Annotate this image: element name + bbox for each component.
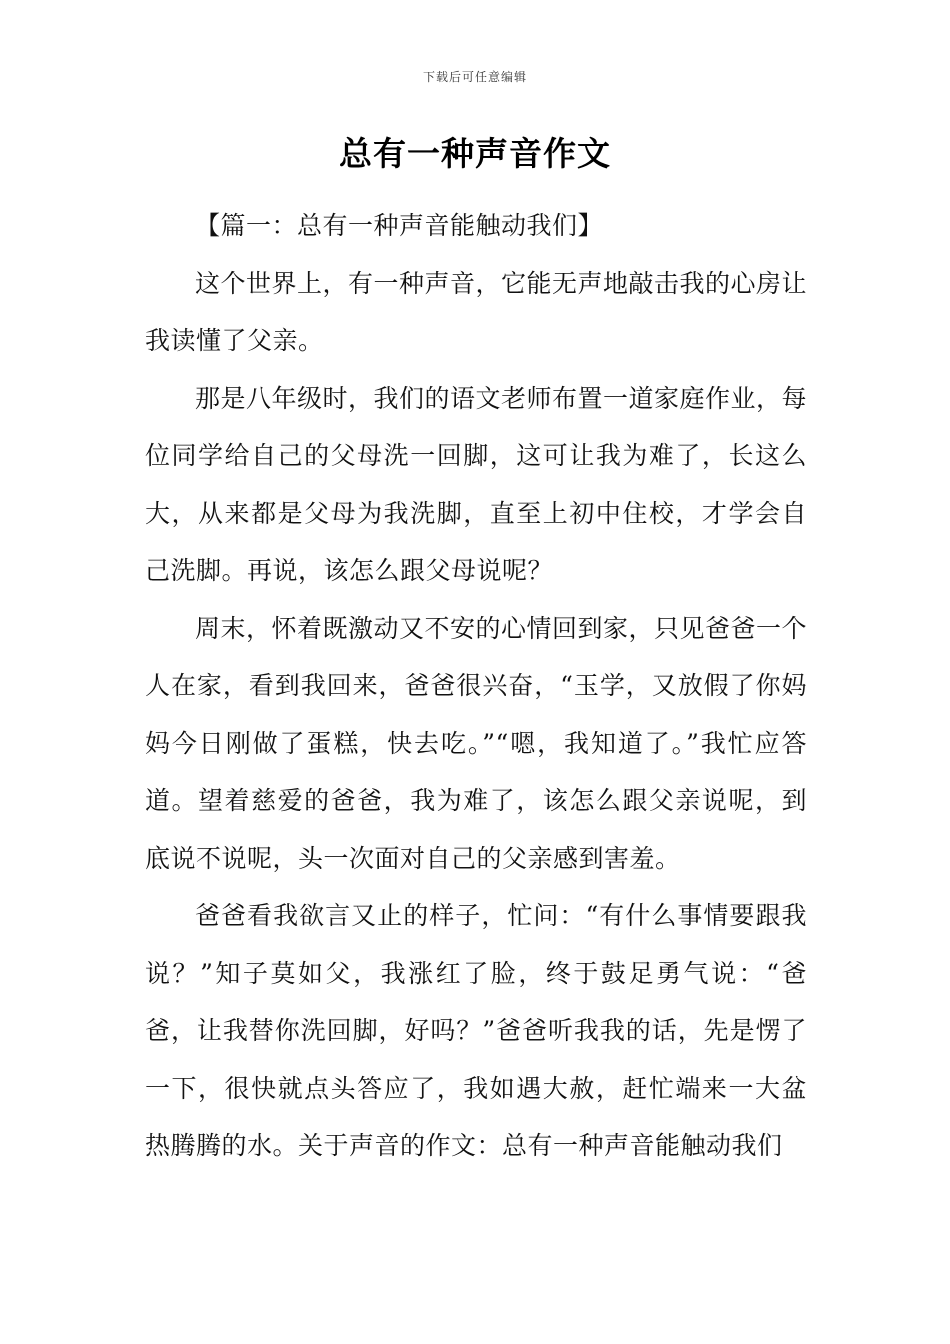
header-note: 下载后可任意编辑	[422, 70, 527, 84]
section-heading: 【篇一：总有一种声音能触动我们】	[195, 211, 604, 240]
paragraph: 这个世界上，有一种声音，它能无声地敲击我的心房让我读懂了父亲。	[145, 268, 808, 355]
document-body	[145, 197, 807, 1175]
paragraph: 爸爸看我欲言又止的样子，忙问：“有什么事情要跟我说？”知子莫如父，我涨红了脸，终于鼓足勇气说：“爸爸，让我替你洗回脚，好吗？”爸爸听我我的话，先是愣了一下，很快就点头答应了，我如遇大赦，赶忙端来一大盆热腾腾的水。关于声音的作文：总有一种声音能触动我们	[145, 901, 807, 1160]
paragraph: 周末，怀着既激动又不安的心情回到家，只见爸爸一个人在家，看到我回来，爸爸很兴奋，“玉学，又放假了你妈妈今日刚做了蛋糕，快去吃。”“嗯，我知道了。”我忙应答道。望着慈爱的爸爸，我为难了，该怎么跟父亲说呢，到底说不说呢，头一次面对自己的父亲感到害羞。	[145, 613, 808, 873]
document-title: 总有一种声音作文	[339, 134, 611, 173]
paragraph: 那是八年级时，我们的语文老师布置一道家庭作业，每位同学给自己的父母洗一回脚，这可让我为难了，长这么大，从来都是父母为我洗脚，直至上初中住校，才学会自己洗脚。再说，该怎么跟父母说呢？	[145, 383, 808, 585]
